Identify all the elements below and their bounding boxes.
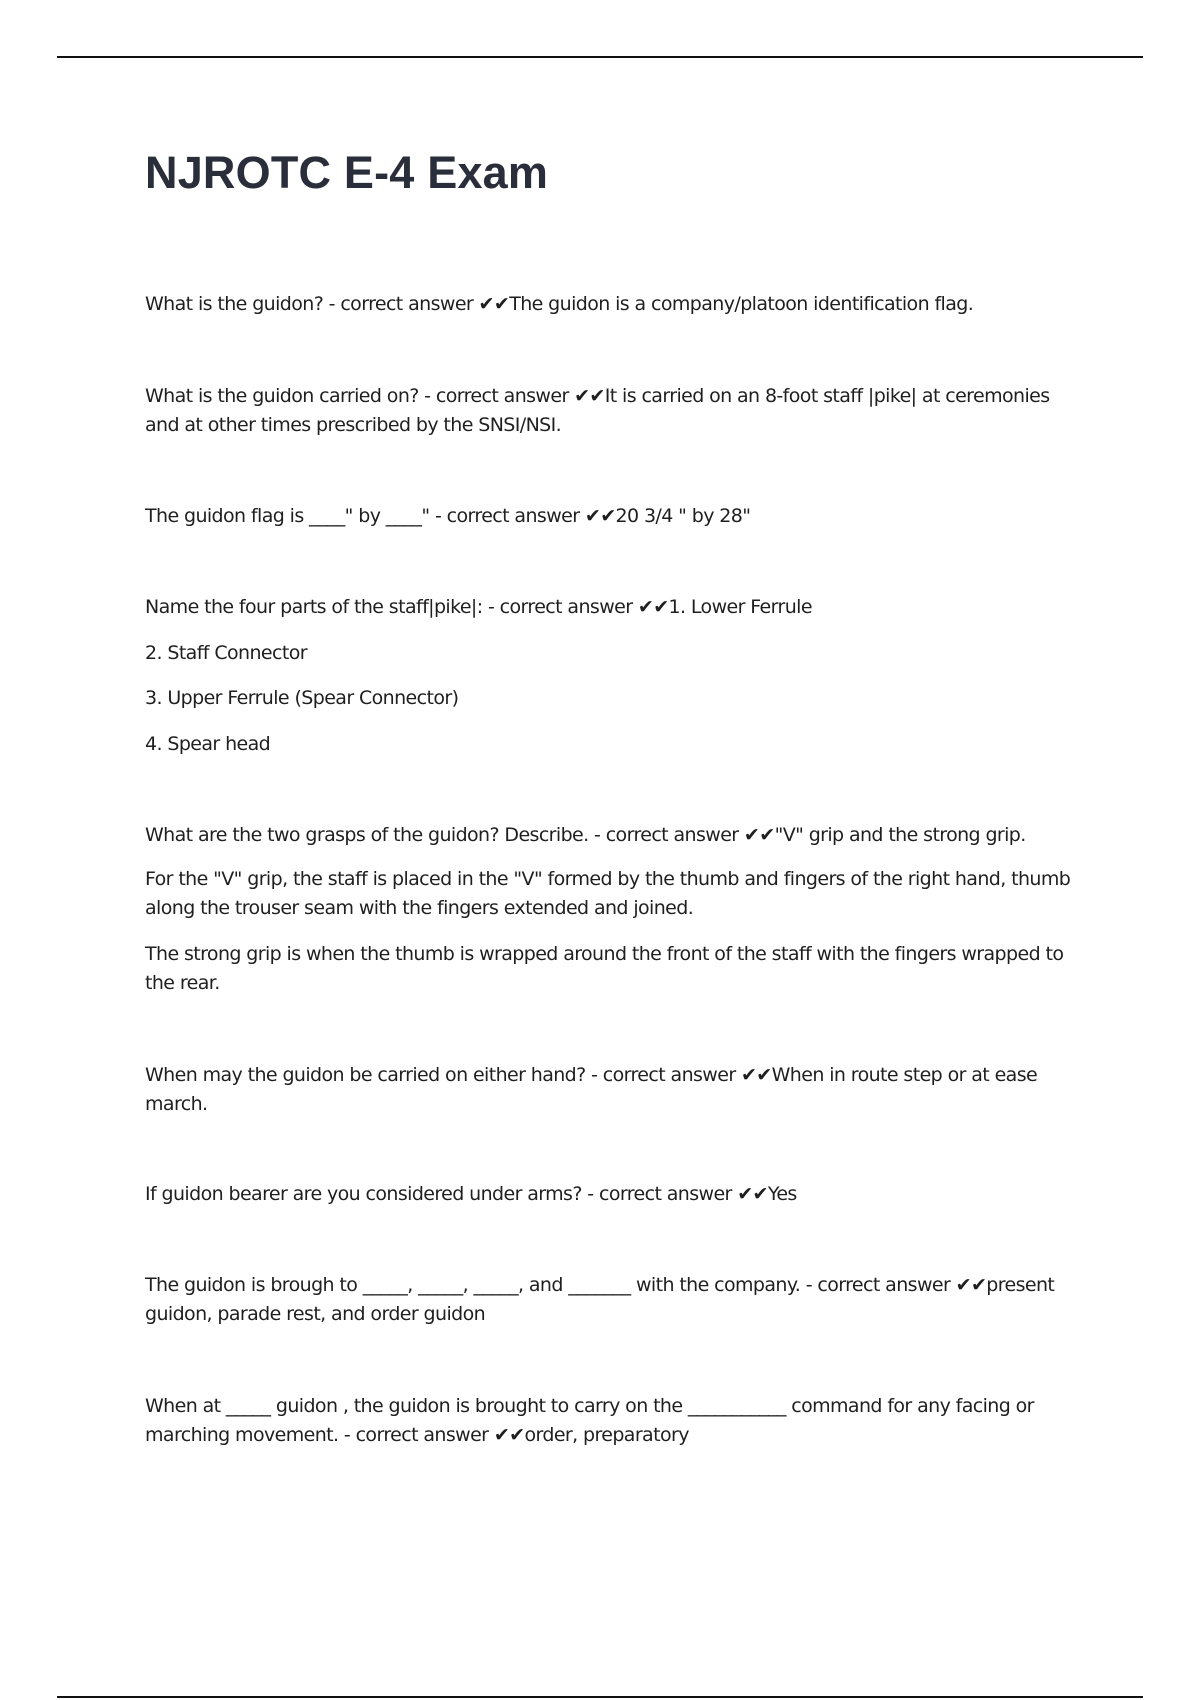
qa-paragraph: For the "V" grip, the staff is placed in the "V" formed by the thumb and fingers of the right hand, thumb along the trouser seam with the fingers extended and joined. — [145, 868, 1071, 919]
qa-paragraph: What is the guidon carried on? - correct answer ✔✔It is carried on an 8-foot staff |pike| at ceremonies and at other times prescribed by the SNSI/NSI. — [145, 385, 1050, 436]
top-divider — [57, 56, 1143, 58]
qa-paragraph: When may the guidon be carried on either hand? - correct answer ✔✔When in route step or at ease march. — [145, 1064, 1038, 1115]
qa-paragraph: The guidon flag is ____" by ____" - correct answer ✔✔20 3/4 " by 28" — [145, 505, 751, 527]
qa-paragraph: The guidon is brough to _____, _____, _____, and _______ with the company. - correct answer ✔✔present guidon, parade rest, and order guidon — [145, 1274, 1055, 1325]
list-item: 3. Upper Ferrule (Spear Connector) — [145, 687, 459, 709]
bottom-divider — [57, 1696, 1143, 1698]
list-item: 2. Staff Connector — [145, 642, 307, 664]
qa-paragraph: If guidon bearer are you considered under arms? - correct answer ✔✔Yes — [145, 1183, 797, 1205]
list-item: 4. Spear head — [145, 733, 271, 755]
qa-paragraph: Name the four parts of the staff|pike|: - correct answer ✔✔1. Lower Ferrule — [145, 596, 812, 618]
qa-paragraph: What is the guidon? - correct answer ✔✔The guidon is a company/platoon identification flag. — [145, 293, 974, 315]
page-title: NJROTC E-4 Exam — [145, 147, 549, 198]
qa-paragraph: What are the two grasps of the guidon? Describe. - correct answer ✔✔"V" grip and the strong grip. — [145, 824, 1026, 846]
qa-paragraph: When at _____ guidon , the guidon is brought to carry on the ___________ command for any facing or marching movement. - correct answer ✔✔order, preparatory — [145, 1395, 1034, 1446]
qa-paragraph: The strong grip is when the thumb is wrapped around the front of the staff with the fingers wrapped to the rear. — [145, 943, 1064, 994]
